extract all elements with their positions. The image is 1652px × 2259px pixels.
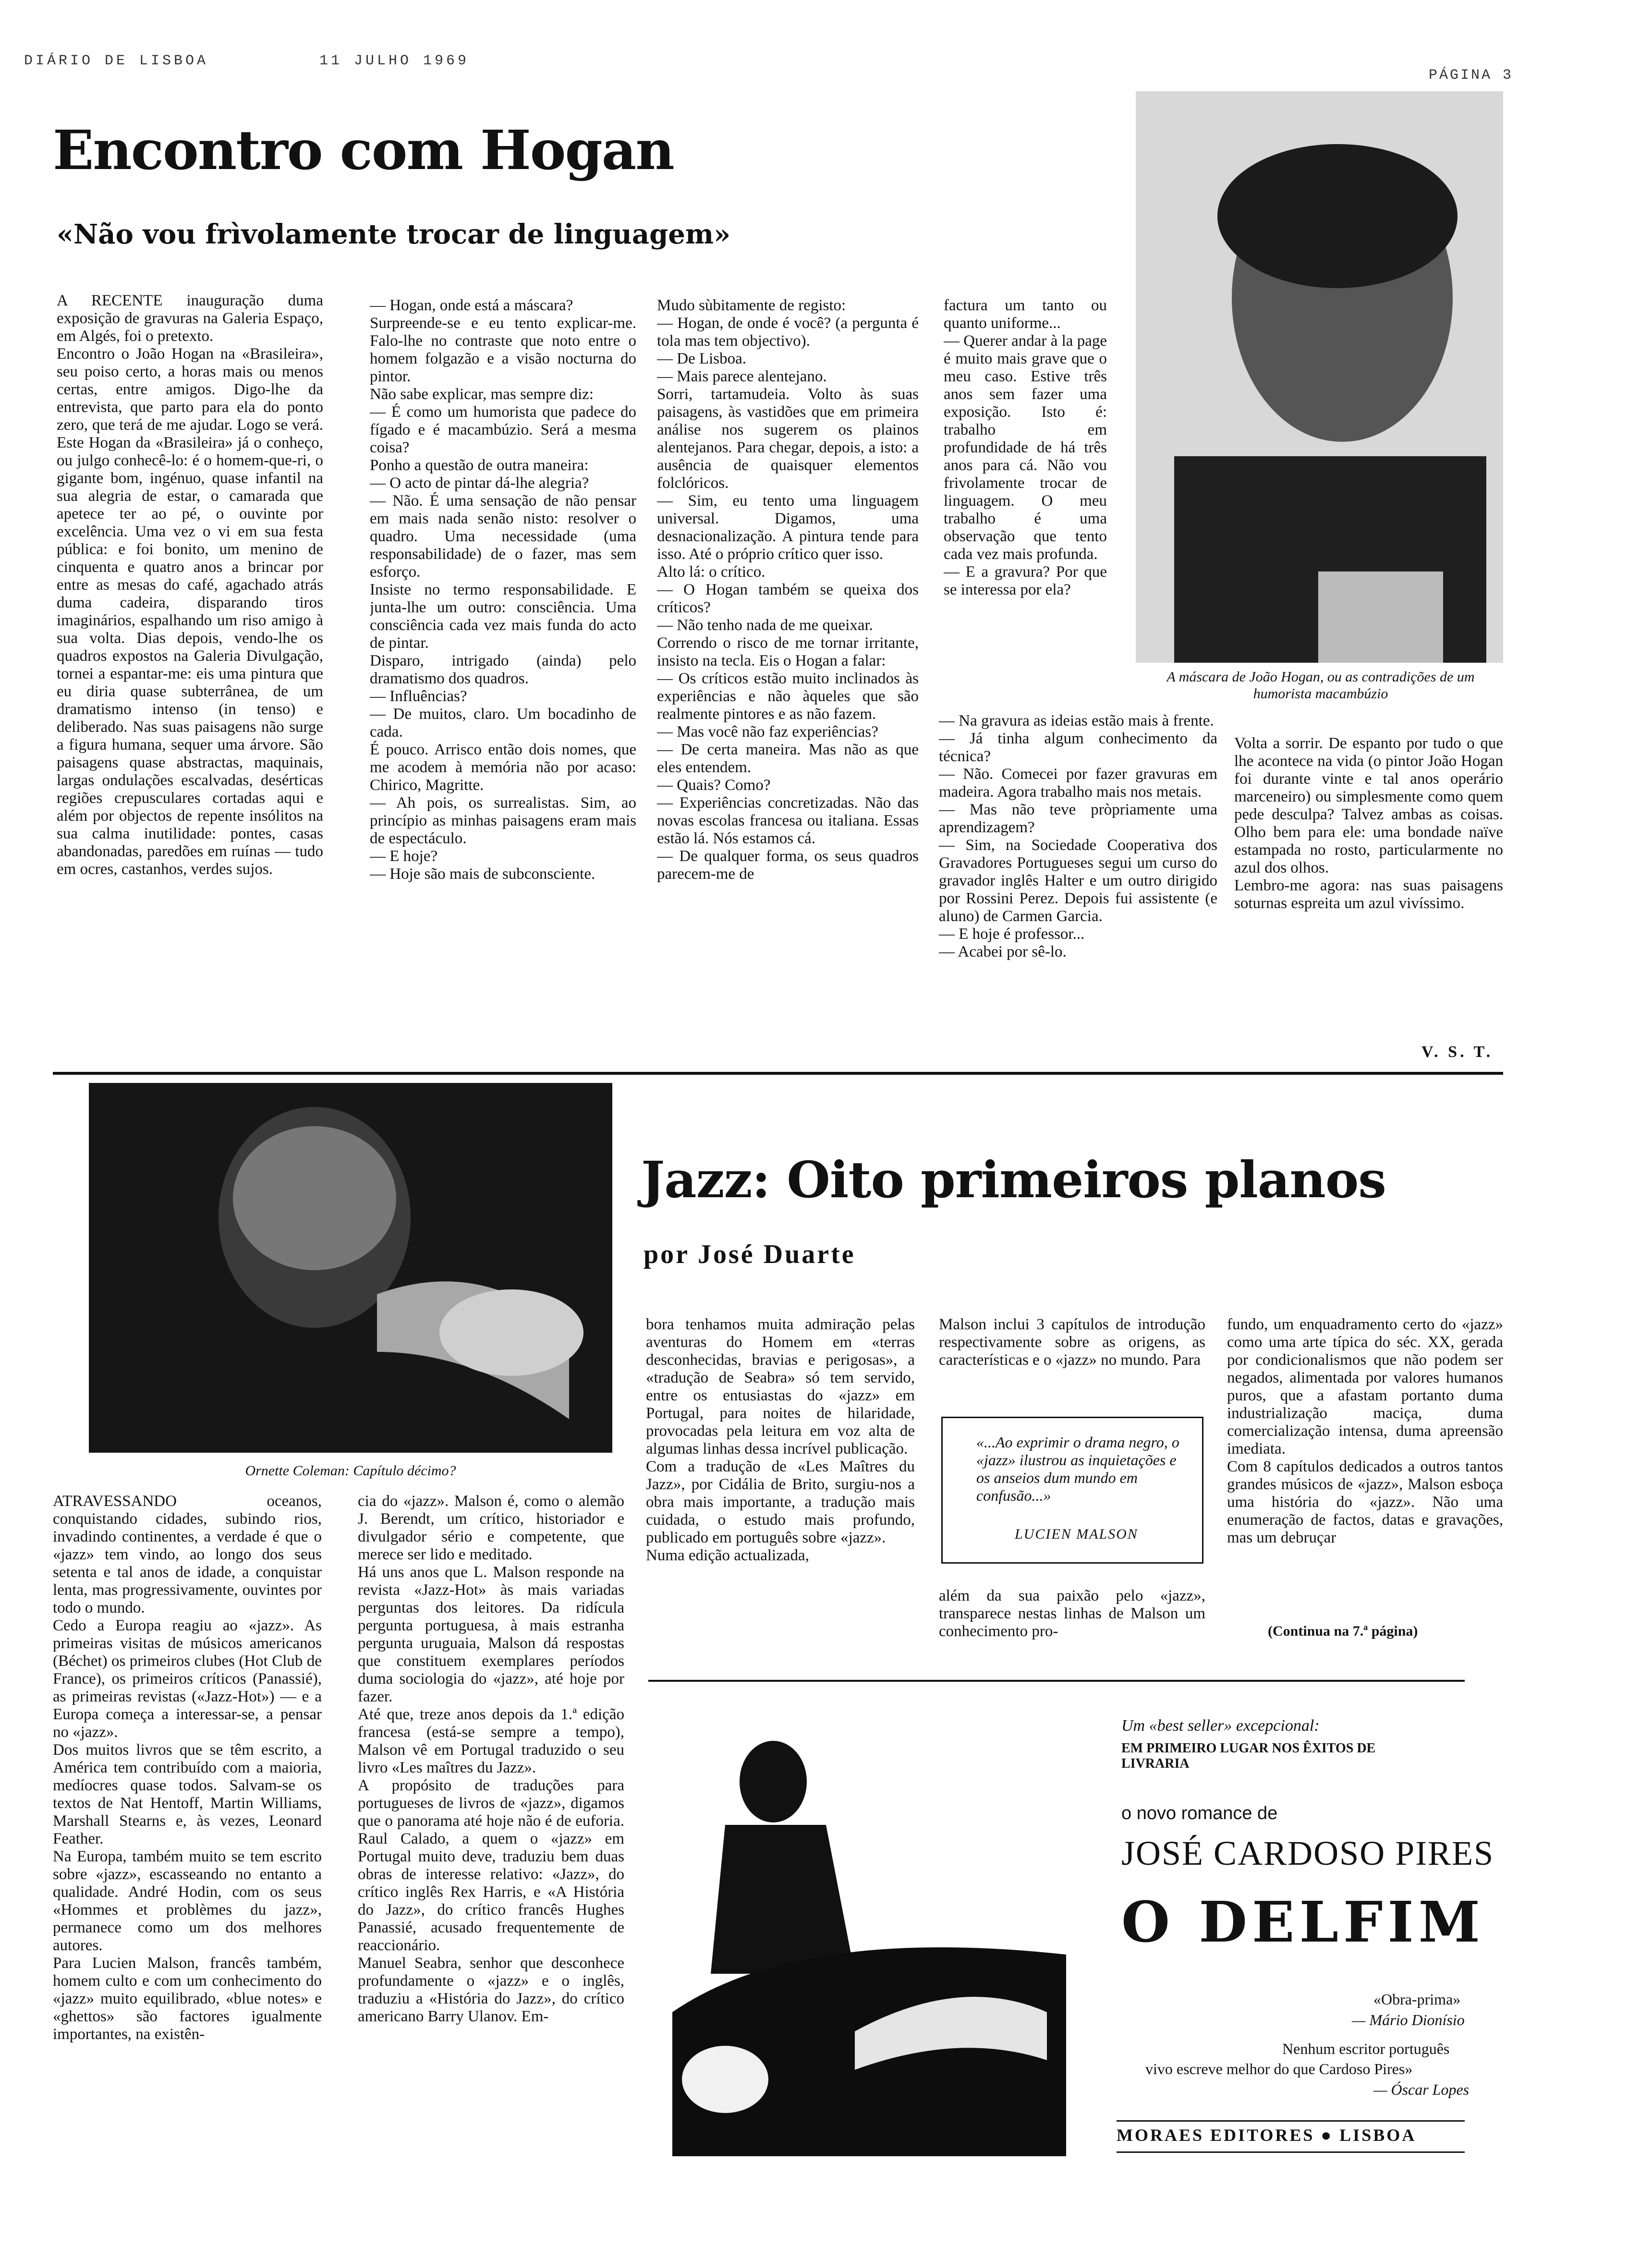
hogan-column-5: Volta a sorrir. De espanto por tudo o que lhe acontece na vida (o pintor João Hogan foi durante vinte e tal anos operário marceneiro) ou simplesmente como quem pede desculpa? Talvez ambas as coisas. Olho bem para ele: uma bondade naïve estampada no rosto, particularmente no azul dos olhos. Lembro-me agora: nas suas paisagens soturnas espreita um azul vivíssimo. — [1234, 735, 1503, 912]
masthead-paper: DIÁRIO DE LISBOA — [24, 53, 209, 69]
hogan-photo-caption: A máscara de João Hogan, ou as contradições de um humorista macambúzio — [1166, 669, 1475, 702]
jazz-column-2: cia do «jazz». Malson é, como o alemão J. Berendt, um crítico, historiador e divulgador sério e competente, que merece ser lido e meditado. Há uns anos que L. Malson responde na revista «Jazz-Hot» às mais variadas perguntas dos leitores. Da ridícula pergunta portuguesa, à mais estranha pergunta uruguaia, Malson dá respostas que constituem exemplares períodos duma sociologia do «jazz», até hoje por fazer. Até que, treze anos depois da 1.ª edição francesa (está-se sempre a tempo), Malson vê em Portugal traduzido o seu livro «Les maîtres du Jazz». A propósito de traduções para portugueses de livros de «jazz», digamos que o panorama até hoje não é de euforia. Raul Calado, a quem o «jazz» em Portugal muito deve, traduziu bem duas obras de interesse relativo: «Jazz», do crítico inglês Rex Harris, e «A História do Jazz», do crítico francês Hughes Panassié, acusado frequentemente de reaccionário. Manuel Seabra, senhor que desconhece profundamente o «jazz» e o inglês, traduziu a «História do Jazz», do crítico americano Barry Ulanov. Em- — [358, 1493, 624, 2025]
ad-author: JOSÉ CARDOSO PIRES — [1121, 1834, 1494, 1872]
jazz-column-4a: Malson inclui 3 capítulos de introdução respectivamente sobre as origens, as características e o «jazz» no mundo. Para — [939, 1316, 1205, 1369]
ad-bottom-rule-1 — [1117, 2120, 1465, 2122]
jazz-continued-note: (Continua na 7.ª página) — [1268, 1623, 1418, 1639]
masthead-page: PÁGINA 3 — [1429, 67, 1514, 84]
ad-bottom-rule-2 — [1117, 2151, 1465, 2153]
ad-tagline: Um «best seller» excepcional: — [1121, 1717, 1320, 1735]
malson-quote: «...Ao exprimir o drama negro, o «jazz» ilustrou as inquietações e os anseios dum mundo em confusão...» — [976, 1433, 1179, 1504]
ad-quote-1-author: — Mário Dionísio — [1352, 2011, 1465, 2028]
ad-top-rule — [648, 1680, 1465, 1682]
ad-book-title: O DELFIM — [1121, 1890, 1485, 1955]
jazz-column-3: bora tenhamos muita admiração pelas aventuras do Homem em «terras desconhecidas, bravias e perigosas», a «tradução de Seabra» só tem servido, entre os entusiastas do «jazz» em Portugal, para noites de hilaridade, provocadas pela leitura em voz alta de algumas linhas dessa incrível publicação. Com a tradução de «Les Maîtres du Jazz», por Cidália de Brito, surgiu-nos a obra mais importante, a tradução mais cuidada, o estudo mais profundo, publicado em português sobre «jazz». Numa edição actualizada, — [646, 1316, 915, 1564]
hogan-column-2: — Hogan, onde está a máscara? Surpreende-se e eu tento explicar-me. Falo-lhe no contraste que noto entre o homem folgazão e a visão nocturna do pintor. Não sabe explicar, mas sempre diz: — É como um humorista que padece do fígado e é macambúzio. Será a mesma coisa? Ponho a questão de outra maneira: — O acto de pintar dá-lhe alegria? — Não. É uma sensação de não pensar em mais nada senão nisto: resolver o quadro. Uma necessidade (uma responsabilidade) de o fazer, mas sem esforço. Insiste no termo responsabilidade. E junta-lhe um outro: consciência. Uma consciência cada vez mais funda do acto de pintar. Disparo, intrigado (ainda) pelo dramatismo dos quadros. — Influências? — De muitos, claro. Um bocadinho de cada. É pouco. Arrisco então dois nomes, que me acodem à memória não por acaso: Chirico, Magritte. — Ah pois, os surrealistas. Sim, ao princípio as minhas paisagens eram mais de espectáculo. — E hoje? — Hoje são mais de subconsciente. — [370, 297, 636, 883]
ad-quote-2b: vivo escreve melhor do que Cardoso Pires» — [1145, 2060, 1413, 2077]
hogan-portrait-photo — [1136, 91, 1503, 663]
ad-quote-2a: Nenhum escritor português — [1282, 2040, 1450, 2057]
ad-publisher: MORAES EDITORES ● LISBOA — [1117, 2125, 1417, 2145]
jazz-column-5: fundo, um enquadramento certo do «jazz» como uma arte típica do séc. XX, gerada por condicionalismos que não podem ser negados, alimentada por valores humanos puros, que a afastam portanto duma industrialização maciça, duma comercialização intensa, duma apreensão imediata. Com 8 capítulos dedicados a outros tantos grandes músicos de «jazz», Malson esboça uma história do «jazz». Não uma enumeração de factos, datas e gravações, mas um debruçar — [1227, 1316, 1503, 1546]
hogan-column-4a: factura um tanto ou quanto uniforme... — Querer andar à la page é muito mais grave que o meu caso. Estive três anos sem fazer uma exposição. Isto é: trabalho em profundidade de há três anos para cá. Não vou frivolamente trocar de linguagem. O meu trabalho é uma observação que tento cada vez mais profunda. — E a gravura? Por que se interessa por ela? — [944, 297, 1107, 598]
ad-quote-2-author: — Óscar Lopes — [1373, 2081, 1470, 2098]
ad-quote-1: «Obra-prima» — [1373, 1991, 1461, 2008]
masthead-date: 11 JULHO 1969 — [319, 53, 470, 69]
jazz-title: Jazz: Oito primeiros planos — [641, 1150, 1386, 1209]
malson-quote-box — [941, 1417, 1203, 1564]
hogan-subtitle: «Não vou frìvolamente trocar de linguagem» — [57, 219, 731, 250]
section-divider — [53, 1072, 1503, 1075]
jazz-column-4b: além da sua paixão pelo «jazz», transparece nestas linhas de Malson um conhecimento pro- — [939, 1587, 1205, 1640]
hogan-column-1: A RECENTE inauguração duma exposição de gravuras na Galeria Espaço, em Algés, foi o pretexto. Encontro o João Hogan na «Brasileira», seu poiso certo, a horas mais ou menos certas, entre amigos. Digo-lhe da entrevista, que parto para ela do ponto zero, que terá de me ajudar. Logo se verá. Este Hogan da «Brasileira» já o conheço, ou julgo conhecê-lo: é o homem-que-ri, o gigante bom, ingénuo, quase infantil na sua alegria de estar, o camarada que apetece ter ao pé, o ouvinte por excelência. Uma vez o vi em sua festa pública: e foi bonito, um menino de cinquenta e quatro anos a brincar por entre as mesas do café, agachado atrás duma cadeira, disparando tiros imaginários, espalhando um riso amigo à sua volta. Dias depois, vendo-lhe os quadros expostos na Galeria Divulgação, tornei a espantar-me: eis uma pintura que eu diria quase subterrânea, de um dramatismo intenso (in tenso) e deliberado. Nas suas paisagens não surge a figura humana, sequer uma árvore. São paisagens quase abstractas, maquinais, largas ondulações escalvadas, desérticas regiões crepusculares cortadas aqui e além por objectos de repente insólitos na sua calma inutilidade: pontes, casas abandonadas, paredões em ruínas — tudo em ocres, castanhos, verdes sujos. — [57, 292, 323, 878]
ad-ranking: EM PRIMEIRO LUGAR NOS ÊXITOS DE LIVRARIA — [1121, 1741, 1376, 1771]
ad-illustration-photo — [653, 1724, 1066, 2156]
jazz-byline: por José Duarte — [644, 1239, 856, 1269]
jazz-column-1: ATRAVESSANDO oceanos, conquistando cidades, subindo rios, invadindo continentes, a verdade é que o «jazz» tem vindo, ao longo dos seus setenta e tal anos de idade, a conquistar lenta, mas progressivamente, ouvintes por todo o mundo. Cedo a Europa reagiu ao «jazz». As primeiras visitas de músicos americanos (Béchet) os primeiros clubes (Hot Club de France), os primeiros críticos (Panassié), as primeiras revistas («Jazz-Hot») — e a Europa começa a interessar-se, a pensar no «jazz». Dos muitos livros que se têm escrito, a América tem contribuído com a maioria, medíocres quase todos. Salvam-se os textos de Nat Hentoff, Martin Williams, Marshall Stearns e, às vezes, Leonard Feather. Na Europa, também muito se tem escrito sobre «jazz», escasseando no entanto a qualidade. André Hodin, com os seus «Hommes et problèmes du jazz», permanece como um dos melhores autores. Para Lucien Malson, francês também, homem culto e com um conhecimento do «jazz» muito equilibrado, «blue notes» e «ghettos» são factores igualmente importantes, na existên- — [53, 1493, 322, 2043]
hogan-signature: V. S. T. — [1421, 1043, 1494, 1061]
hogan-column-3: Mudo sùbitamente de registo: — Hogan, de onde é você? (a pergunta é tola mas tem objectivo). — De Lisboa. — Mais parece alentejano. Sorri, tartamudeia. Volto às suas paisagens, às vastidões que em primeira análise nos sugerem os plainos alentejanos. Para chegar, depois, a isto: a ausência de quaisquer elementos folclóricos. — Sim, eu tento uma linguagem universal. Digamos, uma desnacionalização. A pintura tende para isso. Até o próprio crítico quer isso. Alto lá: o crítico. — O Hogan também se queixa dos críticos? — Não tenho nada de me queixar. Correndo o risco de me tornar irritante, insisto na tecla. Eis o Hogan a falar: — Os críticos estão muito inclinados às experiências e não àqueles que são realmente pintores e as não fazem. — Mas você não faz experiências? — De certa maneira. Mas não as que eles entendem. — Quais? Como? — Experiências concretizadas. Não das novas escolas francesa ou italiana. Essas estão lá. Nós estamos cá. — De qualquer forma, os seus quadros parecem-me de — [657, 297, 919, 883]
jazz-photo-caption: Ornette Coleman: Capítulo décimo? — [245, 1463, 456, 1479]
hogan-column-4b: — Na gravura as ideias estão mais à frente. — Já tinha algum conhecimento da técnica? — Não. Comecei por fazer gravuras em madeira. Agora trabalho mais nos metais. — Mas não teve pròpriamente uma aprendizagem? — Sim, na Sociedade Cooperativa dos Gravadores Portugueses segui um curso do gravador inglês Halter e um outro dirigido por Rossini Perez. Depois fui assistente (e aluno) de Carmen Garcia. — E hoje é professor... — Acabei por sê-lo. — [939, 712, 1217, 960]
hogan-title: Encontro com Hogan — [53, 119, 674, 182]
malson-quote-author: LUCIEN MALSON — [1015, 1526, 1138, 1542]
ad-intro: o novo romance de — [1121, 1803, 1278, 1823]
ornette-coleman-photo — [89, 1083, 612, 1453]
